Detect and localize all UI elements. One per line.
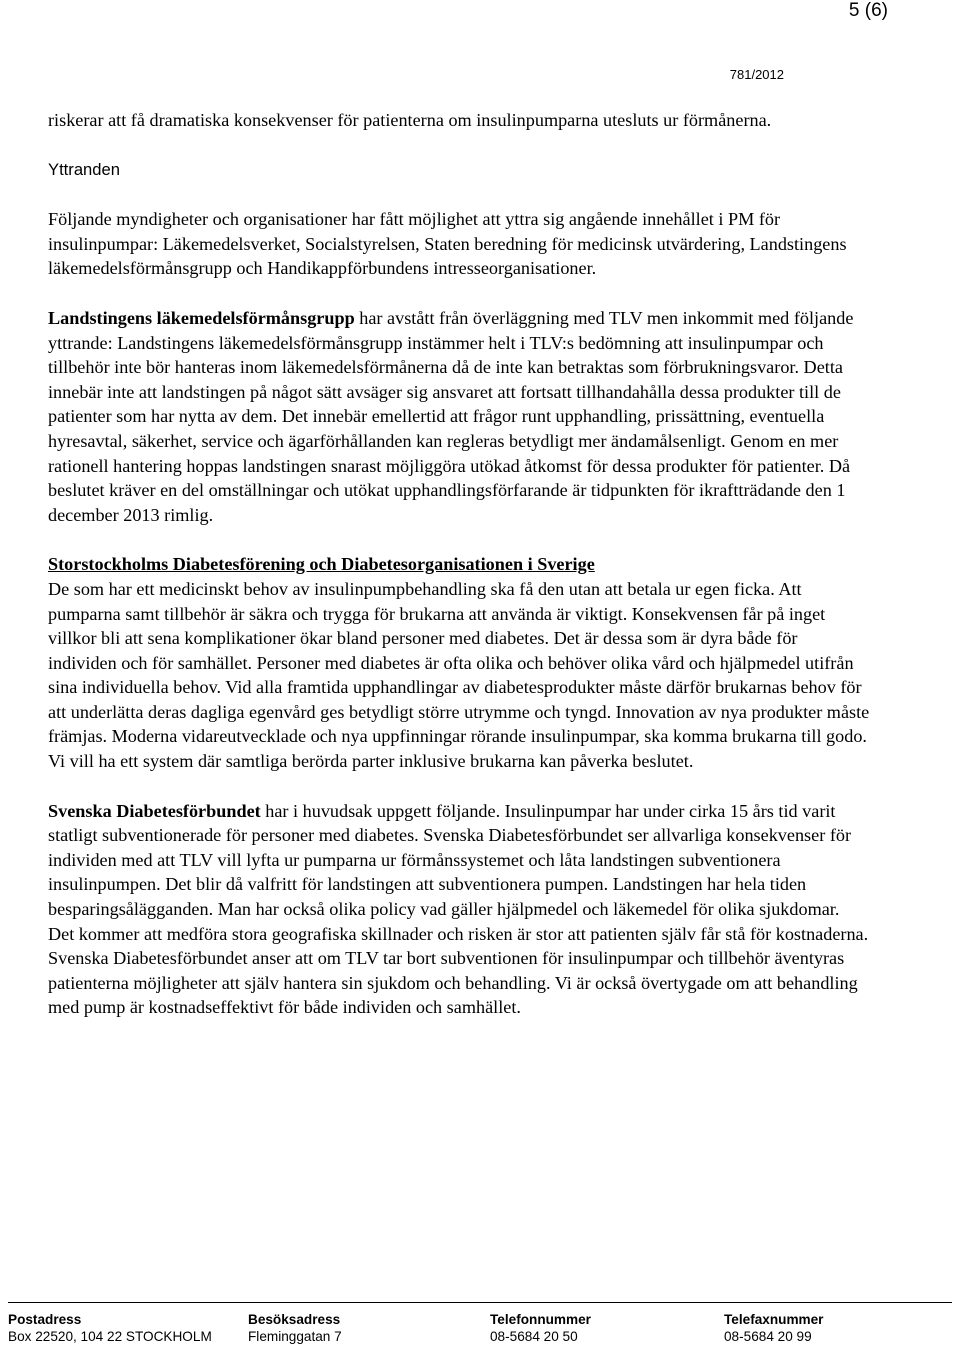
document-body bbox=[48, 108, 870, 1020]
statement-text: har i huvudsak uppgett följande. Insulinpumpar har under cirka 15 års tid varit statligt subventionerade för personer med diabetes. Svenska Diabetesförbundet ser allvarliga konsekvenser för individen med att TLV vill lyfta ur pumparna ur förmånssystemet och låta landstingen subventionera insulinpumpen. Det blir då valfritt för landstingen att subventionera pumpen. Landstingen har hela tiden besparingsålägganden. Man har också olika policy vad gäller hjälpmedel och läkemedel för olika sjukdomar. Det kommer att medföra stora geografiska skillnader och risken är stor att patienten själv får stå för kostnaderna. Svenska Diabetesförbundet anser att om TLV tar bort subventionen för insulinpumpar och tillbehör äventyras patienterna möjligheter att själv hantera sin sjukdom och behandling. Vi är också övertygade om att behandling med pump är kostnadseffektivt för både individen och samhället. bbox=[48, 800, 869, 1018]
footer-fax bbox=[724, 1311, 823, 1345]
footer-visit-value: Fleminggatan 7 bbox=[248, 1329, 342, 1344]
statement-landstingen bbox=[48, 306, 870, 527]
footer-postal bbox=[8, 1311, 212, 1345]
document-id: 781/2012 bbox=[729, 67, 784, 82]
footer-postal-label: Postadress bbox=[8, 1312, 82, 1327]
footer-phone-label: Telefonnummer bbox=[490, 1312, 591, 1327]
section-intro-paragraph: Följande myndigheter och organisationer har fått möjlighet att yttra sig angående innehållet i PM för insulinpumpar: Läkemedelsverket, Socialstyrelsen, Staten beredning för medicinsk utvärdering, Landstingens läkemedelsförmånsgrupp och Handikappförbundens intresseorganisationer. bbox=[48, 209, 847, 279]
intro-paragraph: riskerar att få dramatiska konsekvenser för patienterna om insulinpumparna utesluts ur förmånerna. bbox=[48, 110, 772, 130]
statement-storstockholm: De som har ett medicinskt behov av insulinpumpbehandling ska få den utan att betala ur egen ficka. Att pumparna samt tillbehör är säkra och trygga för brukarna att använda är viktigt. Konsekvensen får på inget villkor bli att sena komplikationer ökar bland personer med diabetes. Det är dessa som är dyra både för individen och för samhället. Personer med diabetes är ofta olika och behöver olika vård och hjälpmedel utifrån sina individuella behov. Vid alla framtida upphandlingar av diabetesprodukter måste därför brukarnas behov för att underlätta deras dagliga egenvård ges betydligt större utrymme och tyngd. Innovation av nya produkter måste främjas. Moderna vidareutvecklade och nya uppfinningar rörande insulinpumpar, ska komma brukarna till godo. Vi vill ha ett system där samtliga berörda parter inklusive brukarna kan påverka beslutet. bbox=[48, 578, 870, 772]
footer-fax-value: 08-5684 20 99 bbox=[724, 1329, 812, 1344]
footer-visit-label: Besöksadress bbox=[248, 1312, 341, 1327]
footer bbox=[8, 1302, 952, 1346]
footer-phone-value: 08-5684 20 50 bbox=[490, 1329, 578, 1344]
org-name-diabetesforbundet: Svenska Diabetesförbundet bbox=[48, 800, 261, 821]
footer-visit bbox=[248, 1311, 342, 1345]
org-name-landstingen: Landstingens läkemedelsförmånsgrupp bbox=[48, 307, 355, 328]
footer-fax-label: Telefaxnummer bbox=[724, 1312, 824, 1327]
footer-postal-value: Box 22520, 104 22 STOCKHOLM bbox=[8, 1329, 212, 1344]
statement-diabetesforbundet bbox=[48, 799, 870, 1020]
page-number: 5 (6) bbox=[848, 0, 888, 21]
statement-text: har avstått från överläggning med TLV men inkommit med följande yttrande: Landstingens läkemedelsförmånsgrupp instämmer helt i TLV:s bedömning att insulinpumpar och tillbehör inte bör hanteras inom läkemedelsförmånerna då de inte kan betraktas som förbrukningsvaror. Detta innebär inte att landstingen på något sätt avsäger sig ansvaret att fortsatt tillhandahålla dessa produkter till de patienter som har nytta av dem. Det innebär emellertid att frågor runt upphandling, prissättning, eventuella hyresavtal, säkerhet, service och ägarförhållanden kan regleras betydligt mer ändamålsenligt. Genom en mer rationell hantering hoppas landstingen snarast möjliggöra utökad åtkomst för dessa produkter för patienter. Då beslutet kräver en del omställningar och utökat upphandlingsförfarande är tidpunkten för ikraftträdande den 1 december 2013 rimlig. bbox=[48, 307, 854, 525]
footer-phone bbox=[490, 1311, 591, 1345]
section-heading: Yttranden bbox=[48, 159, 120, 179]
org-heading-storstockholm: Storstockholms Diabetesförening och Diabetesorganisationen i Sverige bbox=[48, 554, 595, 575]
footer-divider bbox=[8, 1302, 952, 1303]
